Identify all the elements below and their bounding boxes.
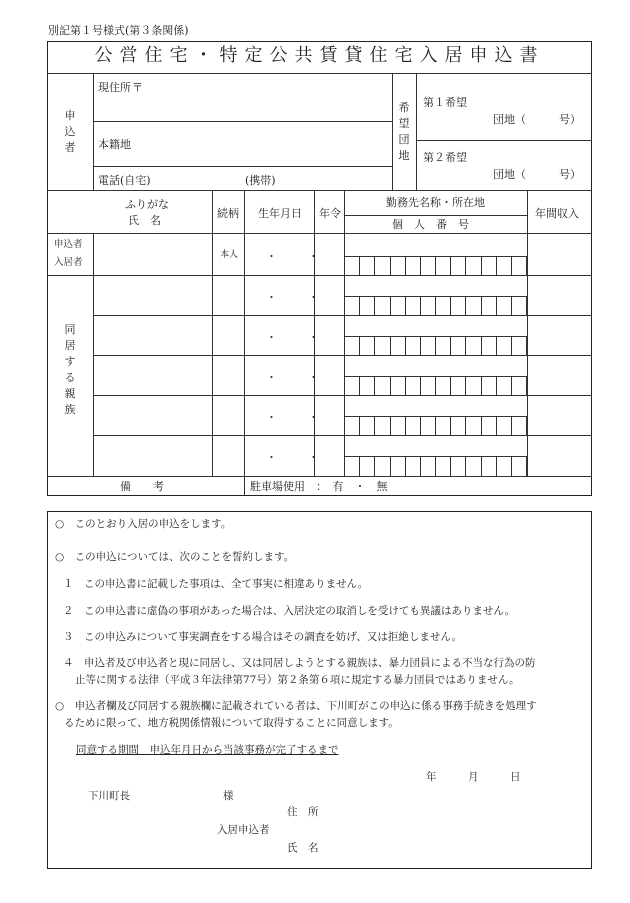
applicant-income-field[interactable] <box>529 235 591 273</box>
family-name-field-2[interactable] <box>95 317 211 355</box>
family-name-field-5[interactable] <box>95 437 211 475</box>
personal-number-header: 個 人 番 号 <box>392 218 469 231</box>
honorific: 様 <box>223 790 234 802</box>
postal-mark: 〒 <box>132 81 143 94</box>
second-preference-field[interactable] <box>420 165 490 185</box>
pledge-item-4-line2: 止等に関する法律（平成３年法律第77号）第２条第６項に規定する暴力団員ではありません。 <box>75 674 520 686</box>
applicant-personal-number-grid[interactable] <box>344 256 527 275</box>
pledge-item-4-line1: ４ 申込者及び申込者と現に同居し、又は同居しようとする親族は、暴力団員による不当な行為の防 <box>63 657 536 669</box>
remarks-label: 備 考 <box>120 480 164 493</box>
family-personal-number-grid-1[interactable] <box>344 296 527 315</box>
applicant-birthdate-field[interactable]: ・ ・ <box>266 250 329 263</box>
pledge-item-2: ２ この申込書に虚偽の事項があった場合は、入居決定の取消しを受けても異議はありません。 <box>63 605 516 617</box>
date-line[interactable]: 年 月 日 <box>426 771 521 783</box>
applicant-row-label-1: 申込者 <box>54 239 83 250</box>
family-name-field-4[interactable] <box>95 397 211 435</box>
form-number-label: 別記第１号様式(第３条関係) <box>48 24 189 37</box>
family-personal-number-grid-5[interactable] <box>344 456 527 476</box>
family-birthdate-field-5[interactable]: ・ ・ <box>266 451 329 464</box>
applicant-relation: 本人 <box>220 250 239 260</box>
consent-statement-line2: るために限って、地方税関係情報について取得することに同意します。 <box>64 717 399 729</box>
second-preference-suffix: 団地（ 号） <box>493 168 581 181</box>
applicant-section-label: 申込者 <box>64 109 76 154</box>
addressee: 下川町長 <box>88 790 130 802</box>
second-preference-label: 第２希望 <box>423 151 467 164</box>
consent-period: 同意する期間 申込年月日から当該事務が完了するまで <box>76 744 339 756</box>
phone-mobile-label: (携帯) <box>245 174 276 187</box>
parking-usage[interactable]: 駐車場使用 ： 有 ・ 無 <box>250 480 388 493</box>
age-header: 年令 <box>319 207 341 220</box>
domicile-label: 本籍地 <box>98 138 131 151</box>
relation-header: 続柄 <box>217 207 239 220</box>
signature-name-label: 氏 名 <box>287 842 319 854</box>
family-section-label: 同居する親族 <box>64 323 76 416</box>
signature-address-label: 住 所 <box>287 806 319 818</box>
consent-statement-line1: ○ 申込者欄及び同居する親族欄に記載されている者は、下川町がこの申込に係る事務手続きを処理す <box>55 700 537 712</box>
pledge-item-3: ３ この申込みについて事実調査をする場合はその調査を妨げ、又は拒絶しません。 <box>63 631 462 643</box>
address-field[interactable] <box>94 94 392 120</box>
family-name-field-3[interactable] <box>95 357 211 395</box>
birthdate-header: 生年月日 <box>258 207 302 220</box>
apply-statement: ○ このとおり入居の申込をします。 <box>55 518 232 530</box>
first-preference-field[interactable] <box>420 110 490 130</box>
domicile-field[interactable] <box>140 124 390 164</box>
first-preference-suffix: 団地（ 号） <box>493 113 581 126</box>
form-title: 公営住宅・特定公共賃貸住宅入居申込書 <box>94 45 545 66</box>
pledge-item-1: １ この申込書に記載した事項は、全て事実に相違ありません。 <box>63 578 369 590</box>
workplace-header: 勤務先名称・所在地 <box>386 196 485 209</box>
signature-address-field[interactable] <box>330 802 570 820</box>
first-preference-label: 第１希望 <box>423 96 467 109</box>
signature-applicant-label: 入居申込者 <box>217 824 270 836</box>
signature-name-field[interactable] <box>330 838 570 856</box>
phone-home-field[interactable] <box>160 168 240 188</box>
family-birthdate-field-2[interactable]: ・ ・ <box>266 331 329 344</box>
family-birthdate-field-4[interactable]: ・ ・ <box>266 411 329 424</box>
applicant-age-field[interactable] <box>316 235 343 273</box>
name-header: 氏 名 <box>128 214 161 227</box>
family-personal-number-grid-3[interactable] <box>344 376 527 395</box>
phone-mobile-field[interactable] <box>285 168 390 188</box>
family-birthdate-field-1[interactable]: ・ ・ <box>266 291 329 304</box>
furigana-header: ふりがな <box>125 198 169 211</box>
preference-section-label: 希望団地 <box>398 101 410 162</box>
family-personal-number-grid-4[interactable] <box>344 416 527 435</box>
pledge-intro: ○ この申込については、次のことを誓約します。 <box>55 551 295 563</box>
family-name-field-1[interactable] <box>95 277 211 315</box>
applicant-row-label-2: 入居者 <box>54 257 83 268</box>
family-birthdate-field-3[interactable]: ・ ・ <box>266 371 329 384</box>
applicant-name-field[interactable] <box>95 235 211 273</box>
family-personal-number-grid-2[interactable] <box>344 336 527 355</box>
address-label: 現住所 <box>98 81 131 94</box>
income-header: 年間収入 <box>535 207 579 220</box>
applicant-workplace-field[interactable] <box>346 235 526 255</box>
phone-home-label: 電話(自宅) <box>98 174 151 187</box>
